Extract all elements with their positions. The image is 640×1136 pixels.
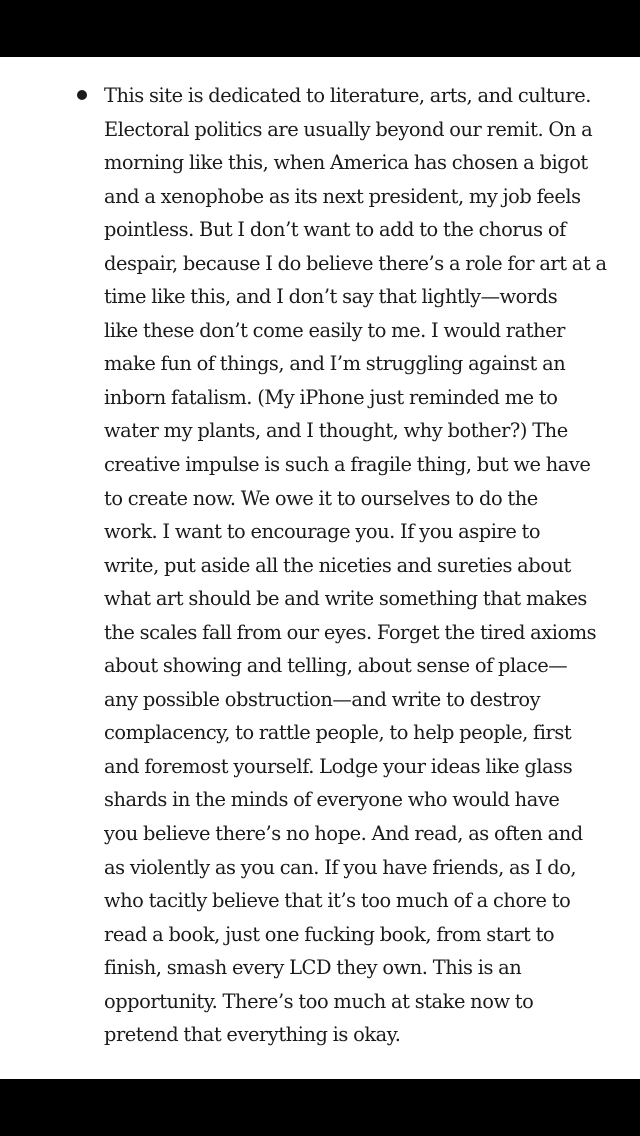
paragraph-line: about showing and telling, about sense of place—	[104, 654, 568, 678]
document-page	[0, 57, 640, 1079]
paragraph-line: who tacitly believe that it’s too much of a chore to	[104, 889, 571, 913]
paragraph-line: time like this, and I don’t say that lightly—words	[104, 285, 558, 309]
paragraph-line: any possible obstruction—and write to destroy	[104, 687, 541, 711]
paragraph-line: write, put aside all the niceties and sureties about	[104, 553, 571, 577]
paragraph-line: inborn fatalism. (My iPhone just reminded me to	[104, 385, 558, 409]
bottom-black-bar	[0, 1079, 640, 1136]
paragraph-line: finish, smash every LCD they own. This is an	[104, 956, 522, 980]
paragraph-line: Electoral politics are usually beyond our remit. On a	[104, 117, 593, 141]
paragraph-line: read a book, just one fucking book, from start to	[104, 922, 555, 946]
paragraph-line: opportunity. There’s too much at stake now to	[104, 989, 534, 1013]
paragraph-line: and foremost yourself. Lodge your ideas like glass	[104, 754, 573, 778]
paragraph-line: water my plants, and I thought, why bother?) The	[104, 419, 568, 443]
paragraph-line: make fun of things, and I’m struggling against an	[104, 352, 566, 376]
paragraph-line: you believe there’s no hope. And read, as often and	[104, 822, 583, 846]
paragraph-line: and a xenophobe as its next president, my job feels	[104, 184, 581, 208]
paragraph-line: to create now. We owe it to ourselves to do the	[104, 486, 538, 510]
paragraph-line: the scales fall from our eyes. Forget the tired axioms	[104, 620, 597, 644]
paragraph-line: what art should be and write something that makes	[104, 587, 587, 611]
bullet-dot-icon	[77, 90, 87, 100]
paragraph-line: creative impulse is such a fragile thing, but we have	[104, 453, 591, 477]
bullet-paragraph	[104, 79, 607, 1052]
paragraph-line: This site is dedicated to literature, arts, and culture.	[104, 84, 591, 107]
paragraph-line: morning like this, when America has chosen a bigot	[104, 151, 588, 175]
paragraph-line: like these don’t come easily to me. I would rather	[104, 318, 565, 342]
paragraph-line: despair, because I do believe there’s a role for art at a	[104, 251, 607, 275]
paragraph-line: as violently as you can. If you have friends, as I do,	[104, 855, 577, 879]
paragraph-line: complacency, to rattle people, to help people, first	[104, 721, 572, 745]
paragraph-line: shards in the minds of everyone who would have	[104, 788, 560, 812]
paragraph-line: pretend that everything is okay.	[104, 1023, 401, 1047]
paragraph-line: work. I want to encourage you. If you aspire to	[104, 520, 541, 544]
top-black-bar	[0, 0, 640, 57]
paragraph-line: pointless. But I don’t want to add to the chorus of	[104, 218, 566, 242]
